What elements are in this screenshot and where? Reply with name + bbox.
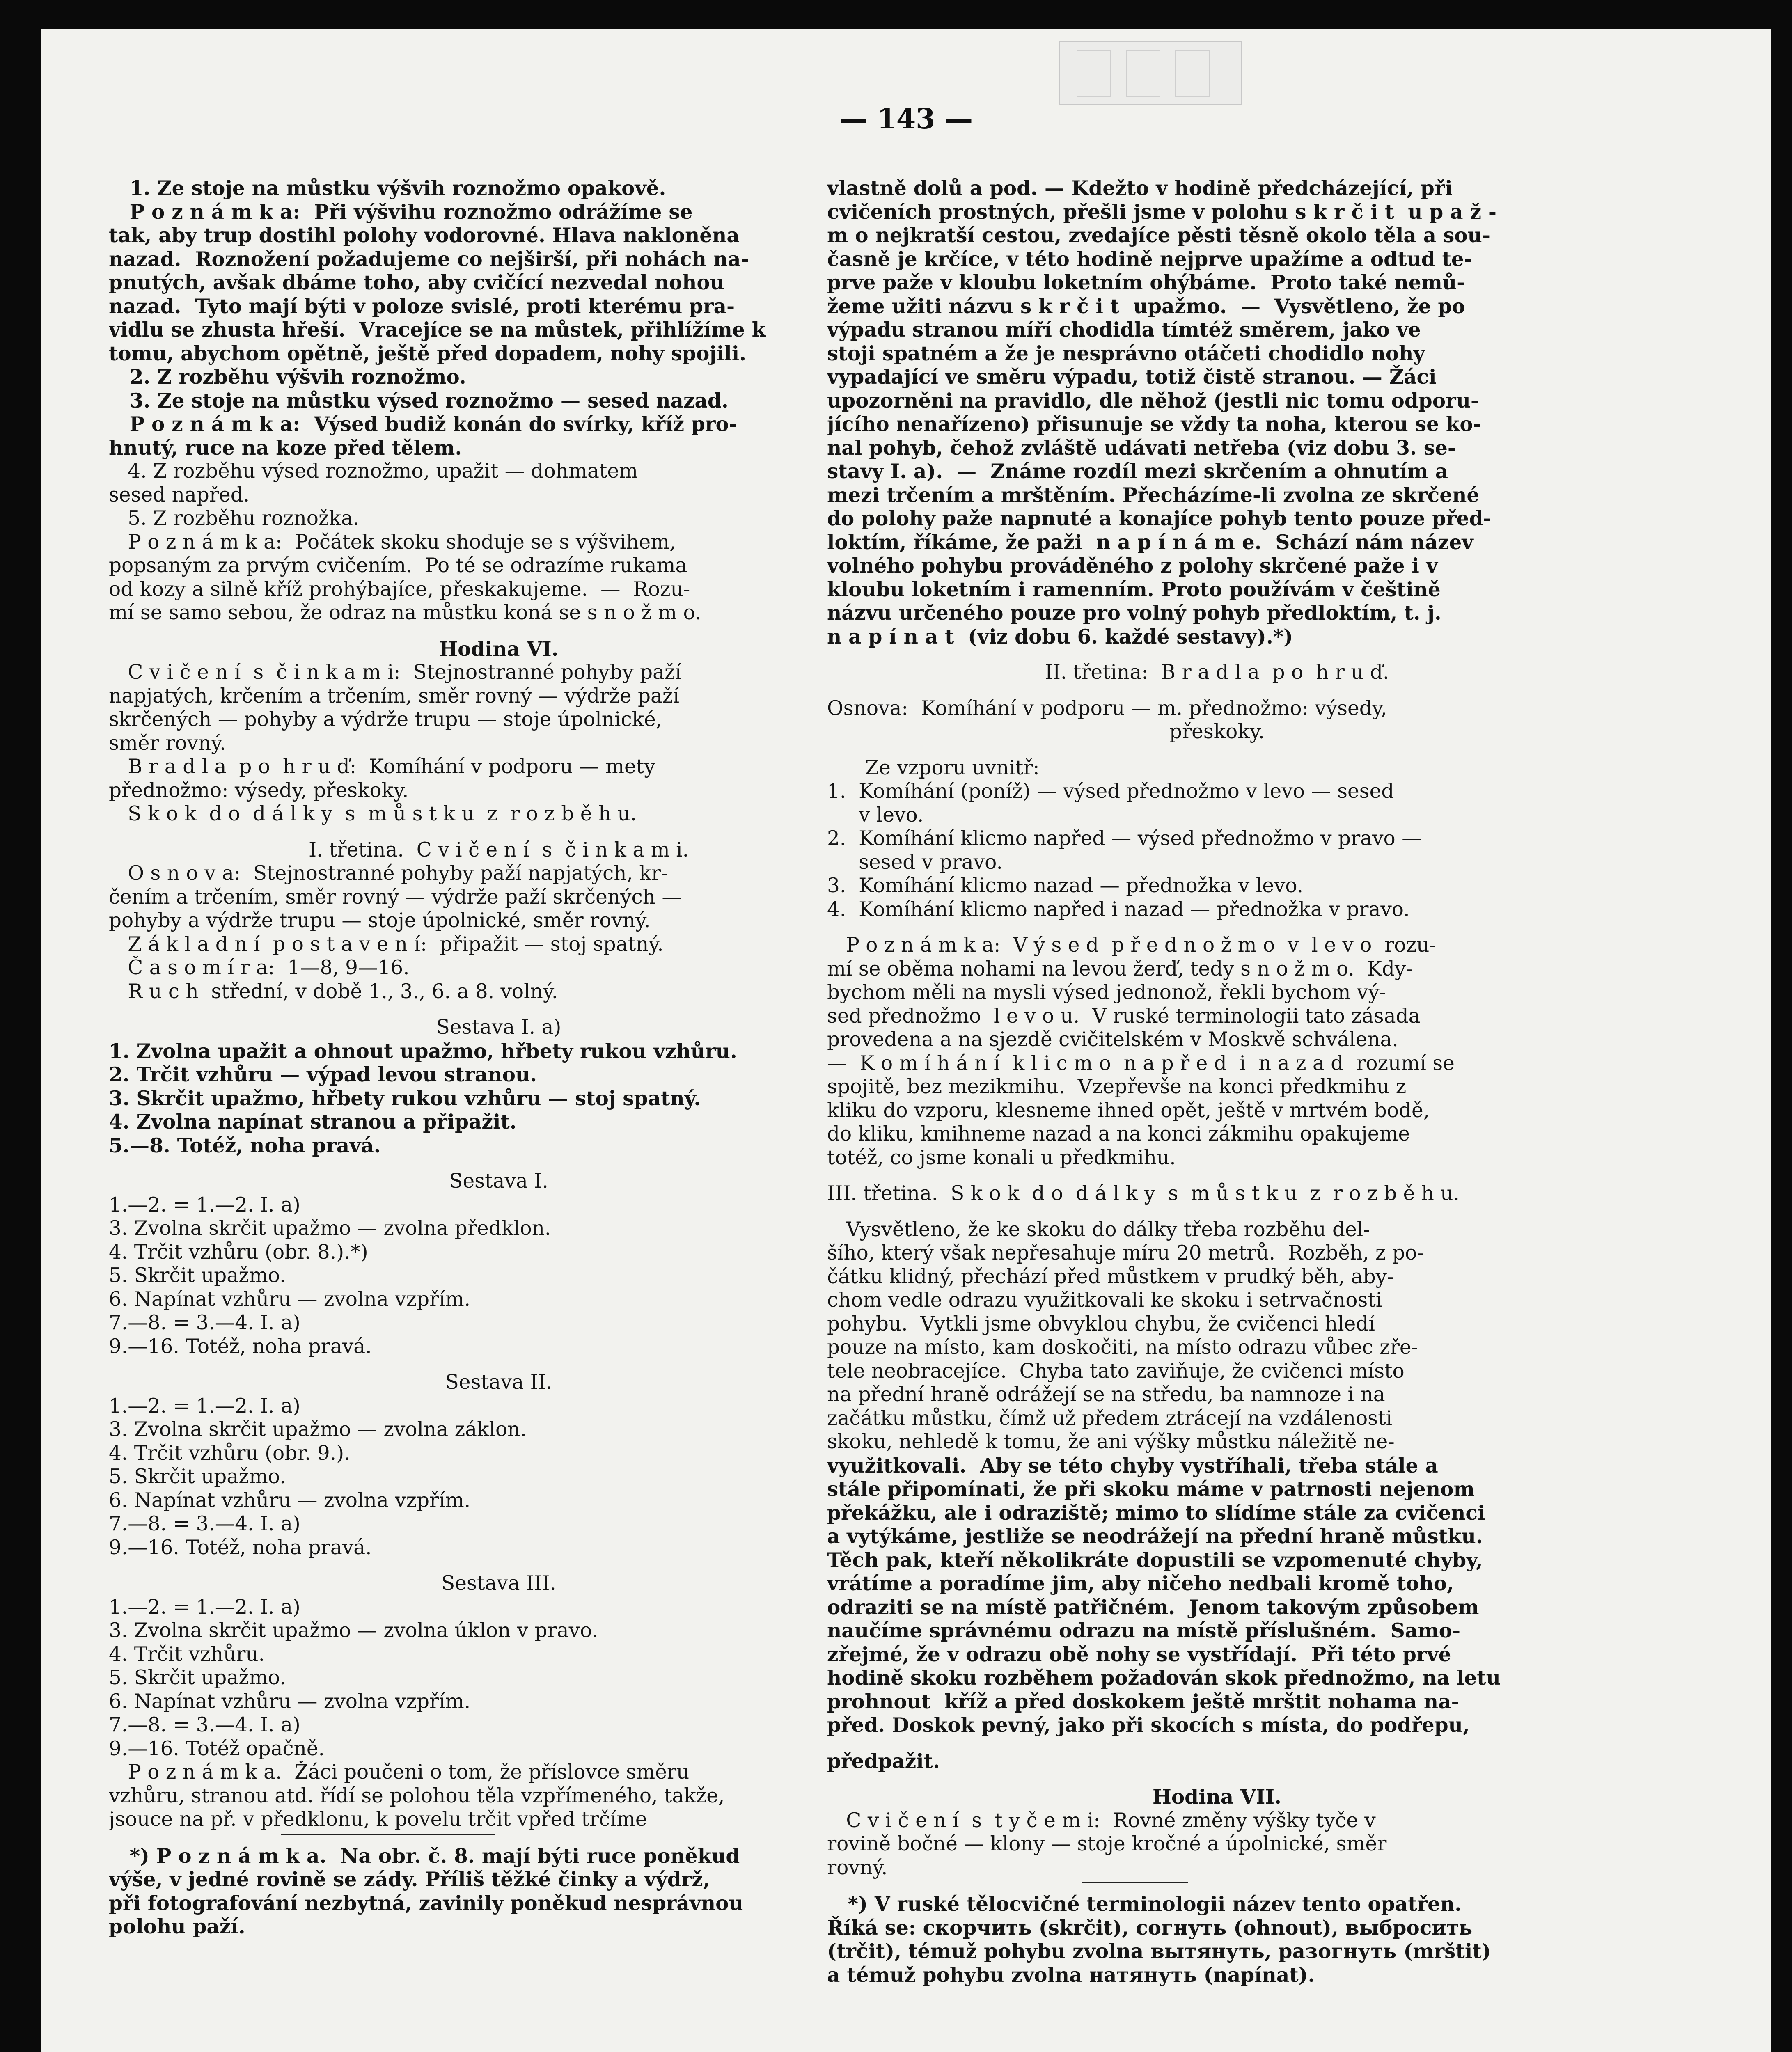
text-line: mezi trčením a mrštěním. Přecházíme-li zvolna ze skrčené [827, 483, 1480, 507]
text-line: do kliku, kmihneme nazad a na konci zákmihu opakujeme [827, 1122, 1410, 1145]
text-line: sesed v pravo. [827, 850, 1003, 874]
text-line: 5. Z rozběhu roznožka. [109, 507, 360, 530]
text-line: vzhůru, stranou atd. řídí se polohou těla vzpřímeného, takže, [109, 1784, 725, 1807]
text-line: vrátíme a poradíme jim, aby ničeho nedbali kromě toho, [827, 1572, 1454, 1595]
paragraph-spacer [109, 1157, 889, 1170]
text-line: naučíme správnému odrazu na místě příslušném. Samo- [827, 1619, 1461, 1642]
text-line: P o z n á m k a: Při výšvihu roznožmo odrážíme se [109, 200, 693, 224]
text-line: čením a trčením, směr rovný — výdrže paží skrčených — [109, 885, 682, 909]
text-line: 5. Skrčit upažmo. [109, 1666, 286, 1689]
text-line: stoji spatném a že je nesprávno otáčeti chodidlo nohy [827, 341, 1425, 365]
text-line: 4. Trčit vzhůru (obr. 8.).*) [109, 1240, 368, 1264]
text-line: O s n o v a: Stejnostranné pohyby paží napjatých, kr- [109, 862, 668, 885]
text-line: mí se samo sebou, že odraz na můstku koná se s n o ž m o. [109, 601, 701, 624]
paragraph-spacer [109, 625, 889, 637]
text-line: 4. Z rozběhu výsed roznožmo, upažit — dohmatem [109, 460, 638, 483]
text-line: loktím, říkáme, že paži n a p í n á m e. Schází nám název [827, 530, 1473, 554]
text-line: 9.—16. Totéž, noha pravá. [109, 1335, 372, 1358]
text-line: 4. Trčit vzhůru (obr. 9.). [109, 1441, 351, 1465]
book-page [41, 29, 1771, 2052]
text-line: na přední hraně odrážejí se na středu, ba namnoze i na [827, 1383, 1385, 1406]
text-line: zřejmé, že v odrazu obě nohy se vystřídají. Při této prvé [827, 1642, 1451, 1666]
text-line: názvu určeného pouze pro volný pohyb předloktím, t. j. [827, 601, 1441, 625]
text-line: Těch pak, kteří několikráte dopustili se vzpomenuté chyby, [827, 1548, 1483, 1572]
footnote-line: (trčit), témuž pohybu zvolna вытянуть, разогнуть (mrštit) [827, 1940, 1491, 1963]
text-line: P o z n á m k a: Výsed budiž konán do svírky, kříž pro- [109, 412, 737, 436]
text-line: pohyby a výdrže trupu — stoje úpolnické, směr rovný. [109, 909, 651, 932]
text-line: totéž, co jsme konali u předkmihu. [827, 1146, 1176, 1169]
section-heading: I. třetina. C v i č e n í s č i n k a m i. [308, 838, 689, 861]
text-line: 3. Zvolna skrčit upažmo — zvolna úklon v pravo. [109, 1619, 598, 1642]
text-line: III. třetina. S k o k d o d á l k y s m ů s t k u z r o z b ě h u. [827, 1182, 1460, 1205]
text-line: vypadající ve směru výpadu, totiž čistě stranou. — Žáci [827, 365, 1437, 389]
text-line: jsouce na př. v předklonu, k povelu trčit vpřed trčíme [109, 1808, 647, 1831]
text-line: vidlu se zhusta hřeší. Vracejíce se na můstek, přihlížíme k [109, 318, 766, 341]
text-line: B r a d l a p o h r u ď: Komíhání v podporu — mety [109, 755, 655, 778]
text-line: 3. Ze stoje na můstku výsed roznožmo — sesed nazad. [109, 389, 729, 412]
text-line: 1.—2. = 1.—2. I. a) [109, 1394, 300, 1418]
text-line: prve paže v kloubu loketním ohýbáme. Proto také nemů- [827, 271, 1465, 294]
text-line: předpažit. [827, 1749, 940, 1773]
text-line: — K o m í h á n í k l i c m o n a p ř e d i n a z a d rozumí se [827, 1051, 1455, 1075]
section-heading: Sestava I. [449, 1170, 548, 1193]
footnote-line: *) V ruské tělocvičné terminologii název tento opatřen. [827, 1892, 1462, 1916]
text-line: žeme užiti názvu s k r č i t upažmo. — Vysvětleno, že po [827, 294, 1465, 318]
footnote-line: polohu paží. [109, 1915, 245, 1938]
text-line: 6. Napínat vzhůru — zvolna vzpřím. [109, 1690, 471, 1713]
text-line: C v i č e n í s č i n k a m i: Stejnostranné pohyby paží [109, 661, 682, 684]
paragraph-spacer [827, 1170, 1607, 1182]
text-line: R u c h střední, v době 1., 3., 6. a 8. volný. [109, 980, 558, 1003]
text-line: 6. Napínat vzhůru — zvolna vzpřím. [109, 1489, 471, 1512]
text-line: pnutých, avšak dbáme toho, aby cvičící nezvedal nohou [109, 271, 725, 294]
text-line: od kozy a silně kříž prohýbajíce, přeskakujeme. — Rozu- [109, 577, 690, 601]
text-line: 3. Komíhání klicmo nazad — přednožka v levo. [827, 874, 1304, 897]
text-line: šího, který však nepřesahuje míru 20 metrů. Rozběh, z po- [827, 1241, 1424, 1264]
paragraph-spacer [109, 1358, 889, 1371]
section-heading: II. třetina: B r a d l a p o h r u ď. [1045, 661, 1389, 684]
text-line: volného pohybu prováděného z polohy skrčené paže i v [827, 554, 1438, 577]
text-line: Z á k l a d n í p o s t a v e n í: připažit — stoj spatný. [109, 932, 664, 956]
text-line: 3. Zvolna skrčit upažmo — zvolna záklon. [109, 1418, 527, 1441]
footnote-line: při fotografování nezbytná, zavinily poněkud nesprávnou [109, 1891, 743, 1915]
paragraph-spacer [827, 744, 1607, 756]
section-heading: Hodina VII. [1153, 1785, 1281, 1809]
text-line: mí se oběma nohami na levou žerď, tedy s n o ž m o. Kdy- [827, 957, 1413, 980]
text-line: 3. Skrčit upažmo, hřbety rukou vzhůru — stoj spatný. [109, 1086, 701, 1110]
text-line: m o nejkratší cestou, zvedajíce pěsti těsně okolo těla a sou- [827, 224, 1491, 247]
paragraph-spacer [109, 1003, 889, 1016]
footnote-divider [1082, 1882, 1188, 1883]
text-line: 4. Trčit vzhůru. [109, 1642, 265, 1666]
paragraph-spacer [827, 1737, 1607, 1750]
text-line: popsaným za prvým cvičením. Po té se odrazíme rukama [109, 554, 687, 577]
text-line: začátku můstku, čímž už předem ztrácejí na vzdálenosti [827, 1406, 1393, 1430]
text-line: 2. Trčit vzhůru — výpad levou stranou. [109, 1063, 537, 1086]
text-line: nazad. Roznožení požadujeme co nejširší, při nohách na- [109, 247, 749, 271]
text-line: 7.—8. = 3.—4. I. a) [109, 1713, 300, 1736]
text-line: skoku, nehledě k tomu, že ani výšky můstku náležitě ne- [827, 1430, 1395, 1453]
text-line: 5. Skrčit upažmo. [109, 1465, 286, 1488]
paragraph-spacer [827, 1206, 1607, 1218]
text-line: 7.—8. = 3.—4. I. a) [109, 1512, 300, 1535]
footnote-line: výše, v jedné rovině se zády. Příliš těžké činky a výdrž, [109, 1868, 710, 1891]
text-line: 7.—8. = 3.—4. I. a) [109, 1311, 300, 1334]
footnote-line: *) P o z n á m k a. Na obr. č. 8. mají býti ruce poněkud [109, 1844, 740, 1868]
text-line: v levo. [827, 803, 924, 827]
text-line: 2. Z rozběhu výšvih roznožmo. [109, 365, 466, 389]
text-line: 4. Komíhání klicmo napřed i nazad — přednožka v pravo. [827, 898, 1410, 921]
text-line: časně je krčíce, v této hodině nejprve upažíme a odtud te- [827, 247, 1472, 271]
paragraph-spacer [827, 921, 1607, 934]
text-line: P o z n á m k a: V ý s e d p ř e d n o ž m o v l e v o rozu- [827, 934, 1436, 957]
text-line: cvičeních prostných, přešli jsme v polohu s k r č i t u p a ž - [827, 200, 1497, 224]
text-line: 4. Zvolna napínat stranou a připažit. [109, 1110, 517, 1134]
text-line: 9.—16. Totéž, noha pravá. [109, 1536, 372, 1559]
text-line: nazad. Tyto mají býti v poloze svislé, proti kterému pra- [109, 294, 735, 318]
paragraph-spacer [109, 1560, 889, 1572]
text-line: chom vedle odrazu využitkovali ke skoku i setrvačnosti [827, 1289, 1382, 1312]
text-line: nal pohyb, čehož zvláště udávati netřeba (viz dobu 3. se- [827, 436, 1456, 460]
footnote-divider [281, 1834, 495, 1835]
text-line: výpadu stranou míří chodidla tímtéž směrem, jako ve [827, 318, 1421, 341]
text-line: stavy I. a). — Známe rozdíl mezi skrčením a ohnutím a [827, 460, 1448, 483]
text-line: Osnova: Komíhání v podporu — m. přednožmo: výsedy, [827, 696, 1387, 720]
text-line: do polohy paže napnuté a konajíce pohyb tento pouze před- [827, 507, 1492, 530]
text-line: 9.—16. Totéž opačně. [109, 1737, 325, 1760]
section-heading: přeskoky. [1169, 720, 1265, 743]
text-line: před. Doskok pevný, jako při skocích s místa, do podřepu, [827, 1713, 1470, 1737]
text-line: tak, aby trup dostihl polohy vodorovné. Hlava nakloněna [109, 224, 740, 247]
text-line: tomu, abychom opětně, ještě před dopadem, nohy spojili. [109, 341, 747, 365]
paragraph-spacer [109, 826, 889, 838]
footnote-line: Říká se: скорчить (skrčit), согнуть (ohnout), выбросить [827, 1916, 1473, 1940]
text-line: čátku klidný, přechází před můstkem v prudký běh, aby- [827, 1265, 1394, 1288]
text-line: sesed napřed. [109, 483, 250, 506]
right-text-column [827, 176, 1607, 1987]
text-line: 1.—2. = 1.—2. I. a) [109, 1595, 300, 1619]
text-line: bychom měli na mysli výsed jednonož, řekli bychom vý- [827, 981, 1386, 1004]
section-heading: Sestava II. [445, 1371, 552, 1394]
text-line: S k o k d o d á l k y s m ů s t k u z r o z b ě h u. [109, 802, 637, 825]
text-line: Ze vzporu uvnitř: [827, 756, 1040, 779]
text-line: rovný. [827, 1856, 888, 1879]
text-line: n a p í n a t (viz dobu 6. každé sestavy).*) [827, 625, 1293, 648]
text-line: 1. Komíhání (poníž) — výsed přednožmo v levo — sesed [827, 780, 1394, 803]
text-line: 1. Zvolna upažit a ohnout upažmo, hřbety rukou vzhůru. [109, 1039, 737, 1063]
archive-stamp [1059, 41, 1242, 105]
section-heading: Hodina VI. [439, 637, 559, 661]
paragraph-spacer [827, 1773, 1607, 1785]
text-line: hodině skoku rozběhem požadován skok přednožmo, na letu [827, 1666, 1501, 1690]
text-line: směr rovný. [109, 731, 226, 755]
text-line: 2. Komíhání klicmo napřed — výsed přednožmo v pravo — [827, 827, 1422, 850]
text-line: kliku do vzporu, klesneme ihned opět, ještě v mrtvém bodě, [827, 1099, 1430, 1122]
section-heading: Sestava I. a) [436, 1016, 561, 1039]
text-line: hnutý, ruce na koze před tělem. [109, 436, 462, 460]
text-line: a vytýkáme, jestliže se neodrážejí na přední hraně můstku. [827, 1525, 1483, 1548]
text-line: vlastně dolů a pod. — Kdežto v hodině předcházející, při [827, 176, 1453, 200]
text-line: stále připomínati, že při skoku máme v patrnosti nejenom [827, 1477, 1475, 1501]
text-line: P o z n á m k a: Počátek skoku shoduje se s výšvihem, [109, 530, 676, 554]
text-line: sed přednožmo l e v o u. V ruské terminologii tato zásada [827, 1004, 1421, 1028]
text-line: překážku, ale i odraziště; mimo to slídíme stále za cvičenci [827, 1501, 1485, 1525]
footnote-line: a témuž pohybu zvolna натянуть (napínat). [827, 1963, 1315, 1987]
text-line: Č a s o m í r a: 1—8, 9—16. [109, 956, 410, 979]
text-line: C v i č e n í s t y č e m i: Rovné změny výšky tyče v [827, 1809, 1376, 1832]
text-line: provedena a na sjezdě cvičitelském v Moskvě schválena. [827, 1028, 1398, 1051]
text-line: upozorněni na pravidlo, dle něhož (jestli nic tomu odporu- [827, 389, 1479, 412]
text-line: přednožmo: výsedy, přeskoky. [109, 779, 409, 802]
paragraph-spacer [827, 685, 1607, 697]
text-line: pohybu. Vytkli jsme obvyklou chybu, že cvičenci hledí [827, 1312, 1375, 1335]
text-line: spojitě, bez mezikmihu. Vzepřevše na konci předkmihu z [827, 1075, 1407, 1098]
paragraph-spacer [827, 648, 1607, 661]
text-line: kloubu loketním i ramenním. Proto používám v češtině [827, 577, 1441, 601]
text-line: Vysvětleno, že ke skoku do dálky třeba rozběhu del- [827, 1218, 1370, 1241]
left-text-column [109, 176, 889, 1939]
text-line: využitkovali. Aby se této chyby vystříhali, třeba stále a [827, 1454, 1438, 1477]
text-line: 1. Ze stoje na můstku výšvih roznožmo opakově. [109, 176, 666, 200]
text-line: tele neobracejíce. Chyba tato zaviňuje, že cvičenci místo [827, 1359, 1405, 1383]
page-number: — 143 — [839, 103, 973, 135]
text-line: 5.—8. Totéž, noha pravá. [109, 1134, 381, 1157]
text-line: 5. Skrčit upažmo. [109, 1264, 286, 1287]
text-line: 6. Napínat vzhůru — zvolna vzpřím. [109, 1287, 471, 1311]
text-line: pouze na místo, kam doskočiti, na místo odrazu vůbec zře- [827, 1336, 1418, 1359]
text-line: odraziti se na místě patřičném. Jenom takovým způsobem [827, 1595, 1479, 1619]
text-line: skrčených — pohyby a výdrže trupu — stoje úpolnické, [109, 708, 662, 731]
section-heading: Sestava III. [441, 1572, 556, 1595]
text-line: 1.—2. = 1.—2. I. a) [109, 1193, 300, 1216]
text-line: P o z n á m k a. Žáci poučeni o tom, že příslovce směru [109, 1761, 690, 1784]
text-line: napjatých, krčením a trčením, směr rovný — výdrže paží [109, 684, 679, 708]
text-line: rovině bočné — klony — stoje kročné a úpolnické, směr [827, 1832, 1387, 1855]
text-line: jícího nenařízeno) přisunuje se vždy ta noha, kterou se ko- [827, 412, 1481, 436]
text-line: 3. Zvolna skrčit upažmo — zvolna předklon. [109, 1217, 551, 1240]
text-line: prohnout kříž a před doskokem ještě mrštit nohama na- [827, 1690, 1460, 1713]
